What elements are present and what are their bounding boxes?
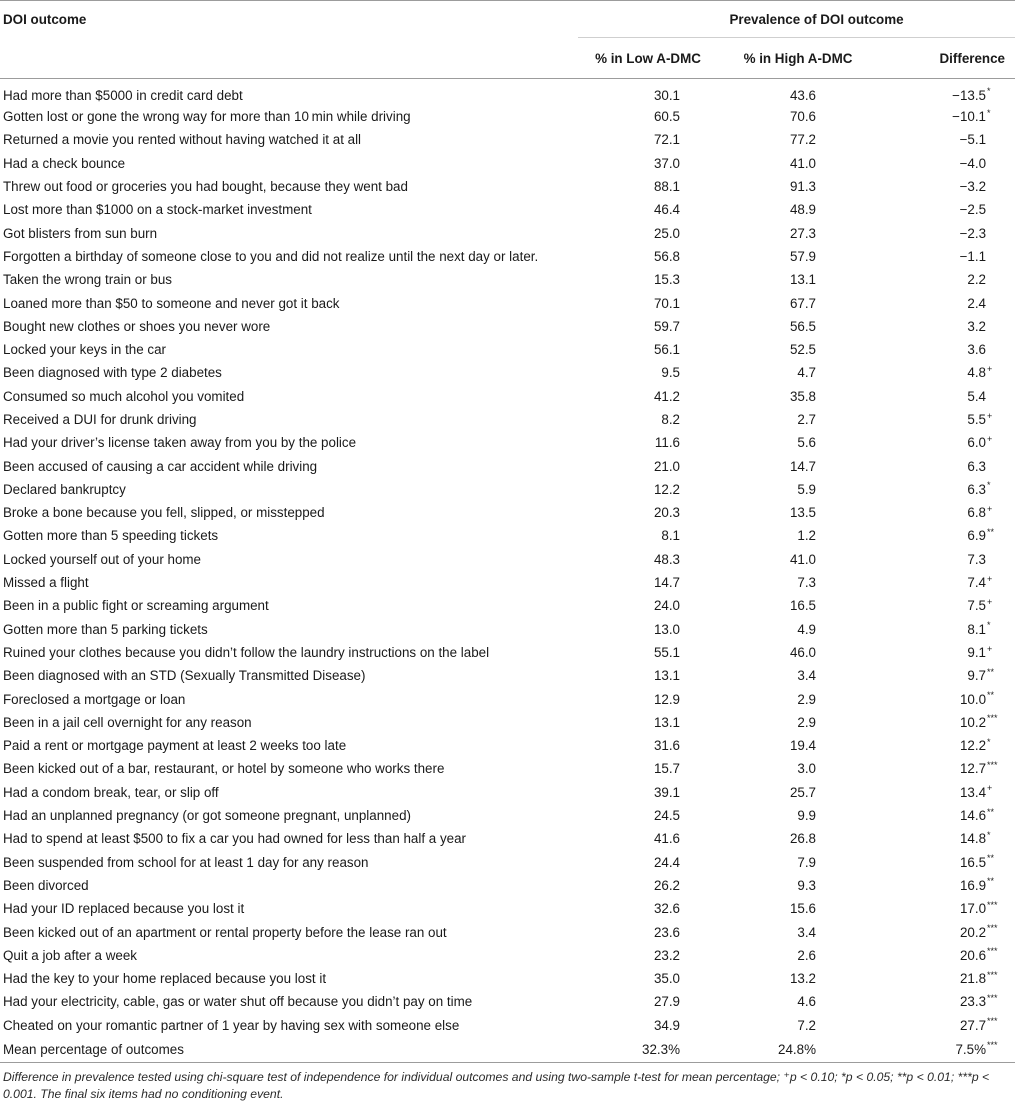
high-admc-cell: 3.4	[797, 668, 816, 684]
low-admc-cell: 70.1	[653, 295, 680, 311]
difference-cell	[878, 128, 1015, 151]
outcome-cell: Lost more than $1000 on a stock-market investment	[3, 202, 312, 218]
outcome-cell: Been in a jail cell overnight for any reason	[3, 714, 252, 730]
table-row	[0, 967, 1015, 990]
table-row	[0, 594, 1015, 617]
outcome-cell: Ruined your clothes because you didn’t follow the laundry instructions on the label	[3, 644, 490, 660]
difference-cell	[878, 198, 1015, 221]
high-admc-cell: 3.0	[797, 761, 816, 777]
outcome-cell: Gotten lost or gone the wrong way for more than 10 min while driving	[3, 109, 411, 125]
outcome-cell: Mean percentage of outcomes	[0, 1037, 578, 1063]
high-admc-cell: 4.7	[797, 365, 816, 381]
table-row	[0, 687, 1015, 710]
difference-cell: 23.3***	[959, 992, 998, 1010]
table-row	[0, 478, 1015, 501]
difference-cell: 7.5%***	[878, 1037, 1015, 1063]
table-row	[0, 385, 1015, 408]
high-admc-cell: 2.9	[797, 714, 816, 730]
low-admc-cell: 35.0	[653, 971, 680, 987]
difference-cell: 10.0**	[959, 690, 995, 707]
low-admc-cell: 13.1	[653, 714, 680, 730]
header-doi-outcome: DOI outcome	[0, 1, 578, 38]
outcome-cell: Had the key to your home replaced because you lost it	[3, 971, 327, 987]
low-admc-cell: 12.9	[653, 691, 680, 707]
high-admc-cell: 3.4	[797, 924, 816, 940]
low-admc-cell: 8.1	[661, 528, 680, 544]
outcome-cell: Had your ID replaced because you lost it	[3, 901, 245, 917]
outcome-cell: Consumed so much alcohol you vomited	[3, 388, 245, 404]
table-row	[0, 221, 1015, 244]
high-admc-cell: 16.5	[789, 598, 816, 614]
high-admc-cell: 57.9	[789, 248, 816, 264]
difference-cell	[878, 454, 1015, 477]
table-row	[0, 1014, 1015, 1037]
low-admc-cell: 46.4	[653, 202, 680, 218]
difference-value: 13.4	[959, 784, 987, 800]
difference-value: 7.3	[967, 551, 987, 567]
outcome-cell: Had your driver’s license taken away from you by the police	[3, 435, 357, 451]
table-row	[0, 198, 1015, 221]
table-row	[0, 105, 1015, 128]
low-admc-cell: 13.0	[653, 621, 680, 637]
outcome-cell: Been accused of causing a car accident while driving	[3, 458, 318, 474]
low-admc-cell: 25.0	[653, 225, 680, 241]
high-admc-cell: 26.8	[789, 831, 816, 847]
low-admc-cell: 88.1	[653, 179, 680, 195]
outcome-cell: Quit a job after a week	[3, 947, 137, 963]
difference-cell: 17.0***	[959, 899, 998, 917]
difference-value: 6.9	[967, 528, 987, 544]
difference-value: 3.6	[967, 342, 987, 358]
difference-cell: 10.2***	[959, 713, 998, 730]
table-row	[0, 501, 1015, 524]
outcome-cell: Been diagnosed with an STD (Sexually Transmitted Disease)	[3, 668, 366, 684]
difference-value: 17.0	[959, 901, 987, 917]
outcome-cell: Had a check bounce	[3, 155, 126, 171]
low-admc-cell: 39.1	[653, 784, 680, 800]
low-admc-cell: 21.0	[653, 458, 680, 474]
high-admc-cell: 4.6	[797, 994, 816, 1010]
outcome-cell: Had your electricity, cable, gas or water shut off because you didn’t pay on time	[3, 994, 473, 1010]
difference-cell: 13.4+	[959, 783, 993, 800]
low-admc-cell: 14.7	[653, 575, 680, 591]
difference-value: 2.4	[967, 295, 987, 311]
table-row	[0, 664, 1015, 687]
table-row	[0, 804, 1015, 827]
table-row	[0, 618, 1015, 641]
outcome-cell: Been divorced	[3, 877, 89, 893]
low-admc-cell: 23.2	[653, 947, 680, 963]
difference-value: −2.3	[959, 225, 987, 241]
difference-value: −10.1	[952, 109, 987, 125]
outcome-cell: Paid a rent or mortgage payment at least 2 weeks too late	[3, 738, 347, 754]
difference-cell: −13.5*	[952, 86, 991, 103]
outcome-cell: Foreclosed a mortgage or loan	[3, 691, 186, 707]
high-admc-cell: 77.2	[789, 132, 816, 148]
high-admc-cell: 15.6	[789, 901, 816, 917]
table-row	[0, 175, 1015, 198]
high-admc-cell: 1.2	[797, 528, 816, 544]
outcome-cell: Locked yourself out of your home	[3, 551, 201, 567]
table-row	[0, 245, 1015, 268]
table-row	[0, 454, 1015, 477]
table-row	[0, 920, 1015, 943]
outcome-cell: Been diagnosed with type 2 diabetes	[3, 365, 222, 381]
difference-value: 20.2	[959, 924, 987, 940]
table-footnote: Difference in prevalence tested using chi-square test of independence for individual outcomes and using two-sample t-test for mean percentage; ⁺p < 0.10; *p < 0.05; **p < 0.01; ***p < 0.001. The final six items had no conditioning event.	[3, 1069, 990, 1101]
high-admc-cell: 56.5	[789, 318, 816, 334]
outcome-cell: Been in a public fight or screaming argument	[3, 598, 269, 614]
difference-cell	[878, 152, 1015, 175]
low-admc-cell: 32.3%	[578, 1037, 718, 1063]
high-admc-cell: 14.7	[789, 458, 816, 474]
table-row	[0, 1037, 1015, 1063]
difference-cell	[878, 315, 1015, 338]
high-admc-cell: 35.8	[789, 388, 816, 404]
difference-cell: 20.2***	[959, 923, 998, 940]
difference-value: 7.5%	[955, 1041, 987, 1057]
high-admc-cell: 91.3	[789, 179, 816, 195]
table-header	[0, 1, 1015, 79]
high-admc-cell: 24.8%	[718, 1037, 878, 1063]
difference-cell: 4.8+	[967, 363, 993, 381]
difference-value: 16.9	[959, 877, 987, 893]
difference-cell: 20.6***	[959, 946, 998, 963]
table-row	[0, 431, 1015, 454]
low-admc-cell: 12.2	[653, 481, 680, 497]
high-admc-cell: 2.9	[797, 691, 816, 707]
high-admc-cell: 2.7	[797, 412, 816, 427]
difference-cell	[878, 291, 1015, 314]
low-admc-cell: 56.8	[653, 248, 680, 264]
table-row	[0, 361, 1015, 384]
difference-value: 27.7	[959, 1017, 987, 1033]
high-admc-cell: 70.6	[789, 109, 816, 125]
low-admc-cell: 32.6	[653, 901, 680, 917]
high-admc-cell: 41.0	[789, 155, 816, 171]
difference-value: 10.0	[959, 691, 987, 707]
low-admc-cell: 27.9	[653, 994, 680, 1010]
difference-value: 6.3	[967, 481, 987, 497]
high-admc-cell: 2.6	[797, 947, 816, 963]
low-admc-cell: 20.3	[653, 505, 680, 521]
difference-value: 6.0	[967, 435, 987, 451]
outcome-cell: Taken the wrong train or bus	[3, 272, 172, 288]
difference-value: 8.1	[967, 621, 987, 637]
header-spacer	[0, 38, 578, 79]
low-admc-cell: 34.9	[653, 1017, 680, 1033]
difference-cell	[878, 385, 1015, 408]
table-row	[0, 827, 1015, 850]
low-admc-cell: 48.3	[653, 551, 680, 567]
difference-value: 14.8	[959, 831, 987, 847]
difference-value: −1.1	[959, 248, 987, 264]
difference-cell: 27.7***	[959, 1016, 998, 1033]
difference-value: −3.2	[959, 179, 987, 195]
difference-cell: 7.4+	[967, 573, 993, 591]
difference-value: 12.2	[959, 738, 987, 754]
difference-value: 12.7	[959, 761, 987, 777]
low-admc-cell: 23.6	[653, 924, 680, 940]
high-admc-cell: 43.6	[789, 87, 816, 103]
difference-value: 4.8	[967, 365, 987, 381]
outcome-cell: Gotten more than 5 parking tickets	[3, 621, 208, 637]
high-admc-cell: 9.3	[797, 877, 816, 893]
difference-cell	[878, 548, 1015, 571]
table-row	[0, 711, 1015, 734]
outcome-cell: Loaned more than $50 to someone and never got it back	[3, 295, 340, 311]
difference-value: −2.5	[959, 202, 987, 218]
difference-value: 21.8	[959, 971, 987, 987]
high-admc-cell: 13.5	[789, 505, 816, 521]
outcome-cell: Received a DUI for drunk driving	[3, 412, 197, 427]
difference-cell: 12.7***	[959, 759, 998, 777]
low-admc-cell: 9.5	[661, 365, 680, 381]
table-row	[0, 897, 1015, 920]
difference-value: −5.1	[959, 132, 987, 148]
low-admc-cell: 31.6	[653, 738, 680, 754]
table-body	[0, 79, 1015, 1063]
low-admc-cell: 24.0	[653, 598, 680, 614]
low-admc-cell: 41.2	[653, 388, 680, 404]
high-admc-cell: 52.5	[789, 342, 816, 358]
difference-value: 20.6	[959, 947, 987, 963]
outcome-cell: Missed a flight	[3, 575, 89, 591]
difference-cell: 6.0+	[967, 433, 993, 451]
high-admc-cell: 7.2	[797, 1017, 816, 1033]
difference-value: 10.2	[959, 714, 987, 730]
low-admc-cell: 37.0	[653, 155, 680, 171]
difference-cell: 16.5**	[959, 853, 995, 870]
low-admc-cell: 13.1	[653, 668, 680, 684]
outcome-cell: Locked your keys in the car	[3, 342, 167, 358]
difference-cell: 9.7**	[967, 666, 995, 684]
outcome-cell: Cheated on your romantic partner of 1 year by having sex with someone else	[3, 1017, 460, 1033]
low-admc-cell: 60.5	[653, 109, 680, 125]
high-admc-cell: 25.7	[789, 784, 816, 800]
difference-value: 7.4	[967, 575, 987, 591]
difference-value: 14.6	[959, 808, 987, 824]
low-admc-cell: 56.1	[653, 342, 680, 358]
low-admc-cell: 41.6	[653, 831, 680, 847]
table-row	[0, 990, 1015, 1013]
outcome-cell: Had to spend at least $500 to fix a car you had owned for less than half a year	[3, 831, 467, 847]
table-row	[0, 338, 1015, 361]
outcome-cell: Declared bankruptcy	[3, 481, 126, 497]
difference-value: 3.2	[967, 318, 987, 334]
difference-value: −4.0	[959, 155, 987, 171]
low-admc-cell: 15.3	[653, 272, 680, 288]
header-low-admc: % in Low A-DMC	[578, 38, 718, 79]
low-admc-cell: 8.2	[661, 412, 680, 427]
outcome-cell: Got blisters from sun burn	[3, 225, 158, 241]
high-admc-cell: 46.0	[789, 644, 816, 660]
high-admc-cell: 48.9	[789, 202, 816, 218]
difference-cell	[878, 268, 1015, 291]
difference-value: 2.2	[967, 272, 987, 288]
low-admc-cell: 24.4	[653, 854, 680, 870]
high-admc-cell: 19.4	[789, 738, 816, 754]
difference-value: 6.8	[967, 505, 987, 521]
outcome-cell: Gotten more than 5 speeding tickets	[3, 528, 219, 544]
difference-cell: 7.5+	[967, 596, 993, 614]
low-admc-cell: 59.7	[653, 318, 680, 334]
difference-value: 23.3	[959, 994, 987, 1010]
difference-value: 5.5	[967, 412, 987, 427]
table-row	[0, 641, 1015, 664]
outcome-cell: Been kicked out of an apartment or rental property before the lease ran out	[3, 924, 447, 940]
table-row	[0, 79, 1015, 106]
table-row	[0, 268, 1015, 291]
outcome-cell: Been kicked out of a bar, restaurant, or hotel by someone who works there	[3, 761, 445, 777]
difference-value: 16.5	[959, 854, 987, 870]
high-admc-cell: 7.9	[797, 854, 816, 870]
outcome-cell: Forgotten a birthday of someone close to you and did not realize until the next day or later.	[3, 248, 539, 264]
outcome-cell: Returned a movie you rented without having watched it at all	[3, 132, 362, 148]
high-admc-cell: 9.9	[797, 808, 816, 824]
table-row	[0, 315, 1015, 338]
table-row	[0, 128, 1015, 151]
difference-value: 5.4	[967, 388, 987, 404]
low-admc-cell: 72.1	[653, 132, 680, 148]
difference-value: 7.5	[967, 598, 987, 614]
low-admc-cell: 30.1	[653, 87, 680, 103]
difference-value: 9.7	[967, 668, 987, 684]
high-admc-cell: 7.3	[797, 575, 816, 591]
low-admc-cell: 15.7	[653, 761, 680, 777]
difference-cell: 14.6**	[959, 806, 995, 824]
low-admc-cell: 24.5	[653, 808, 680, 824]
outcome-cell: Had an unplanned pregnancy (or got someone pregnant, unplanned)	[3, 808, 411, 824]
low-admc-cell: 11.6	[654, 435, 680, 451]
difference-cell: −10.1*	[952, 107, 991, 125]
difference-cell: 21.8***	[959, 969, 998, 987]
table-row	[0, 757, 1015, 780]
table-row	[0, 152, 1015, 175]
difference-value: 6.3	[967, 458, 987, 474]
header-high-admc: % in High A-DMC	[718, 38, 878, 79]
outcome-cell: Been suspended from school for at least 1 day for any reason	[3, 854, 369, 870]
difference-value: 9.1	[967, 644, 987, 660]
high-admc-cell: 13.1	[789, 272, 816, 288]
table-row	[0, 408, 1015, 431]
outcome-cell: Had a condom break, tear, or slip off	[3, 784, 219, 800]
outcome-cell: Threw out food or groceries you had bought, because they went bad	[3, 179, 408, 195]
difference-cell: 9.1+	[967, 643, 993, 660]
difference-cell	[878, 338, 1015, 361]
outcome-cell: Bought new clothes or shoes you never wore	[3, 318, 271, 334]
difference-cell	[878, 221, 1015, 244]
difference-cell	[878, 245, 1015, 268]
high-admc-cell: 67.7	[789, 295, 816, 311]
high-admc-cell: 4.9	[797, 621, 816, 637]
difference-value: −13.5	[952, 87, 987, 103]
low-admc-cell: 55.1	[653, 644, 680, 660]
table-row	[0, 548, 1015, 571]
difference-cell: 14.8*	[959, 829, 991, 847]
table-row	[0, 944, 1015, 967]
table-row	[0, 734, 1015, 757]
outcome-cell: Broke a bone because you fell, slipped, or misstepped	[3, 505, 325, 521]
high-admc-cell: 13.2	[789, 971, 816, 987]
table-row	[0, 781, 1015, 804]
difference-cell: 16.9**	[959, 876, 995, 893]
difference-cell	[878, 175, 1015, 198]
difference-cell: 12.2*	[959, 736, 991, 754]
header-difference: Difference	[878, 38, 1015, 79]
high-admc-cell: 5.6	[797, 435, 816, 451]
difference-cell: 5.5+	[967, 410, 993, 427]
high-admc-cell: 27.3	[789, 225, 816, 241]
difference-cell: 8.1*	[967, 620, 991, 637]
table-row	[0, 874, 1015, 897]
table-row	[0, 291, 1015, 314]
difference-cell: 6.8+	[967, 503, 993, 521]
table-row	[0, 571, 1015, 594]
low-admc-cell: 26.2	[653, 877, 680, 893]
high-admc-cell: 41.0	[789, 551, 816, 567]
table-row	[0, 851, 1015, 874]
header-prevalence-group: Prevalence of DOI outcome	[578, 1, 1015, 38]
difference-cell: 6.3*	[967, 480, 991, 497]
difference-cell: 6.9**	[967, 527, 995, 544]
high-admc-cell: 5.9	[797, 481, 816, 497]
table-row	[0, 524, 1015, 547]
outcome-cell: Had more than $5000 in credit card debt	[3, 87, 243, 103]
